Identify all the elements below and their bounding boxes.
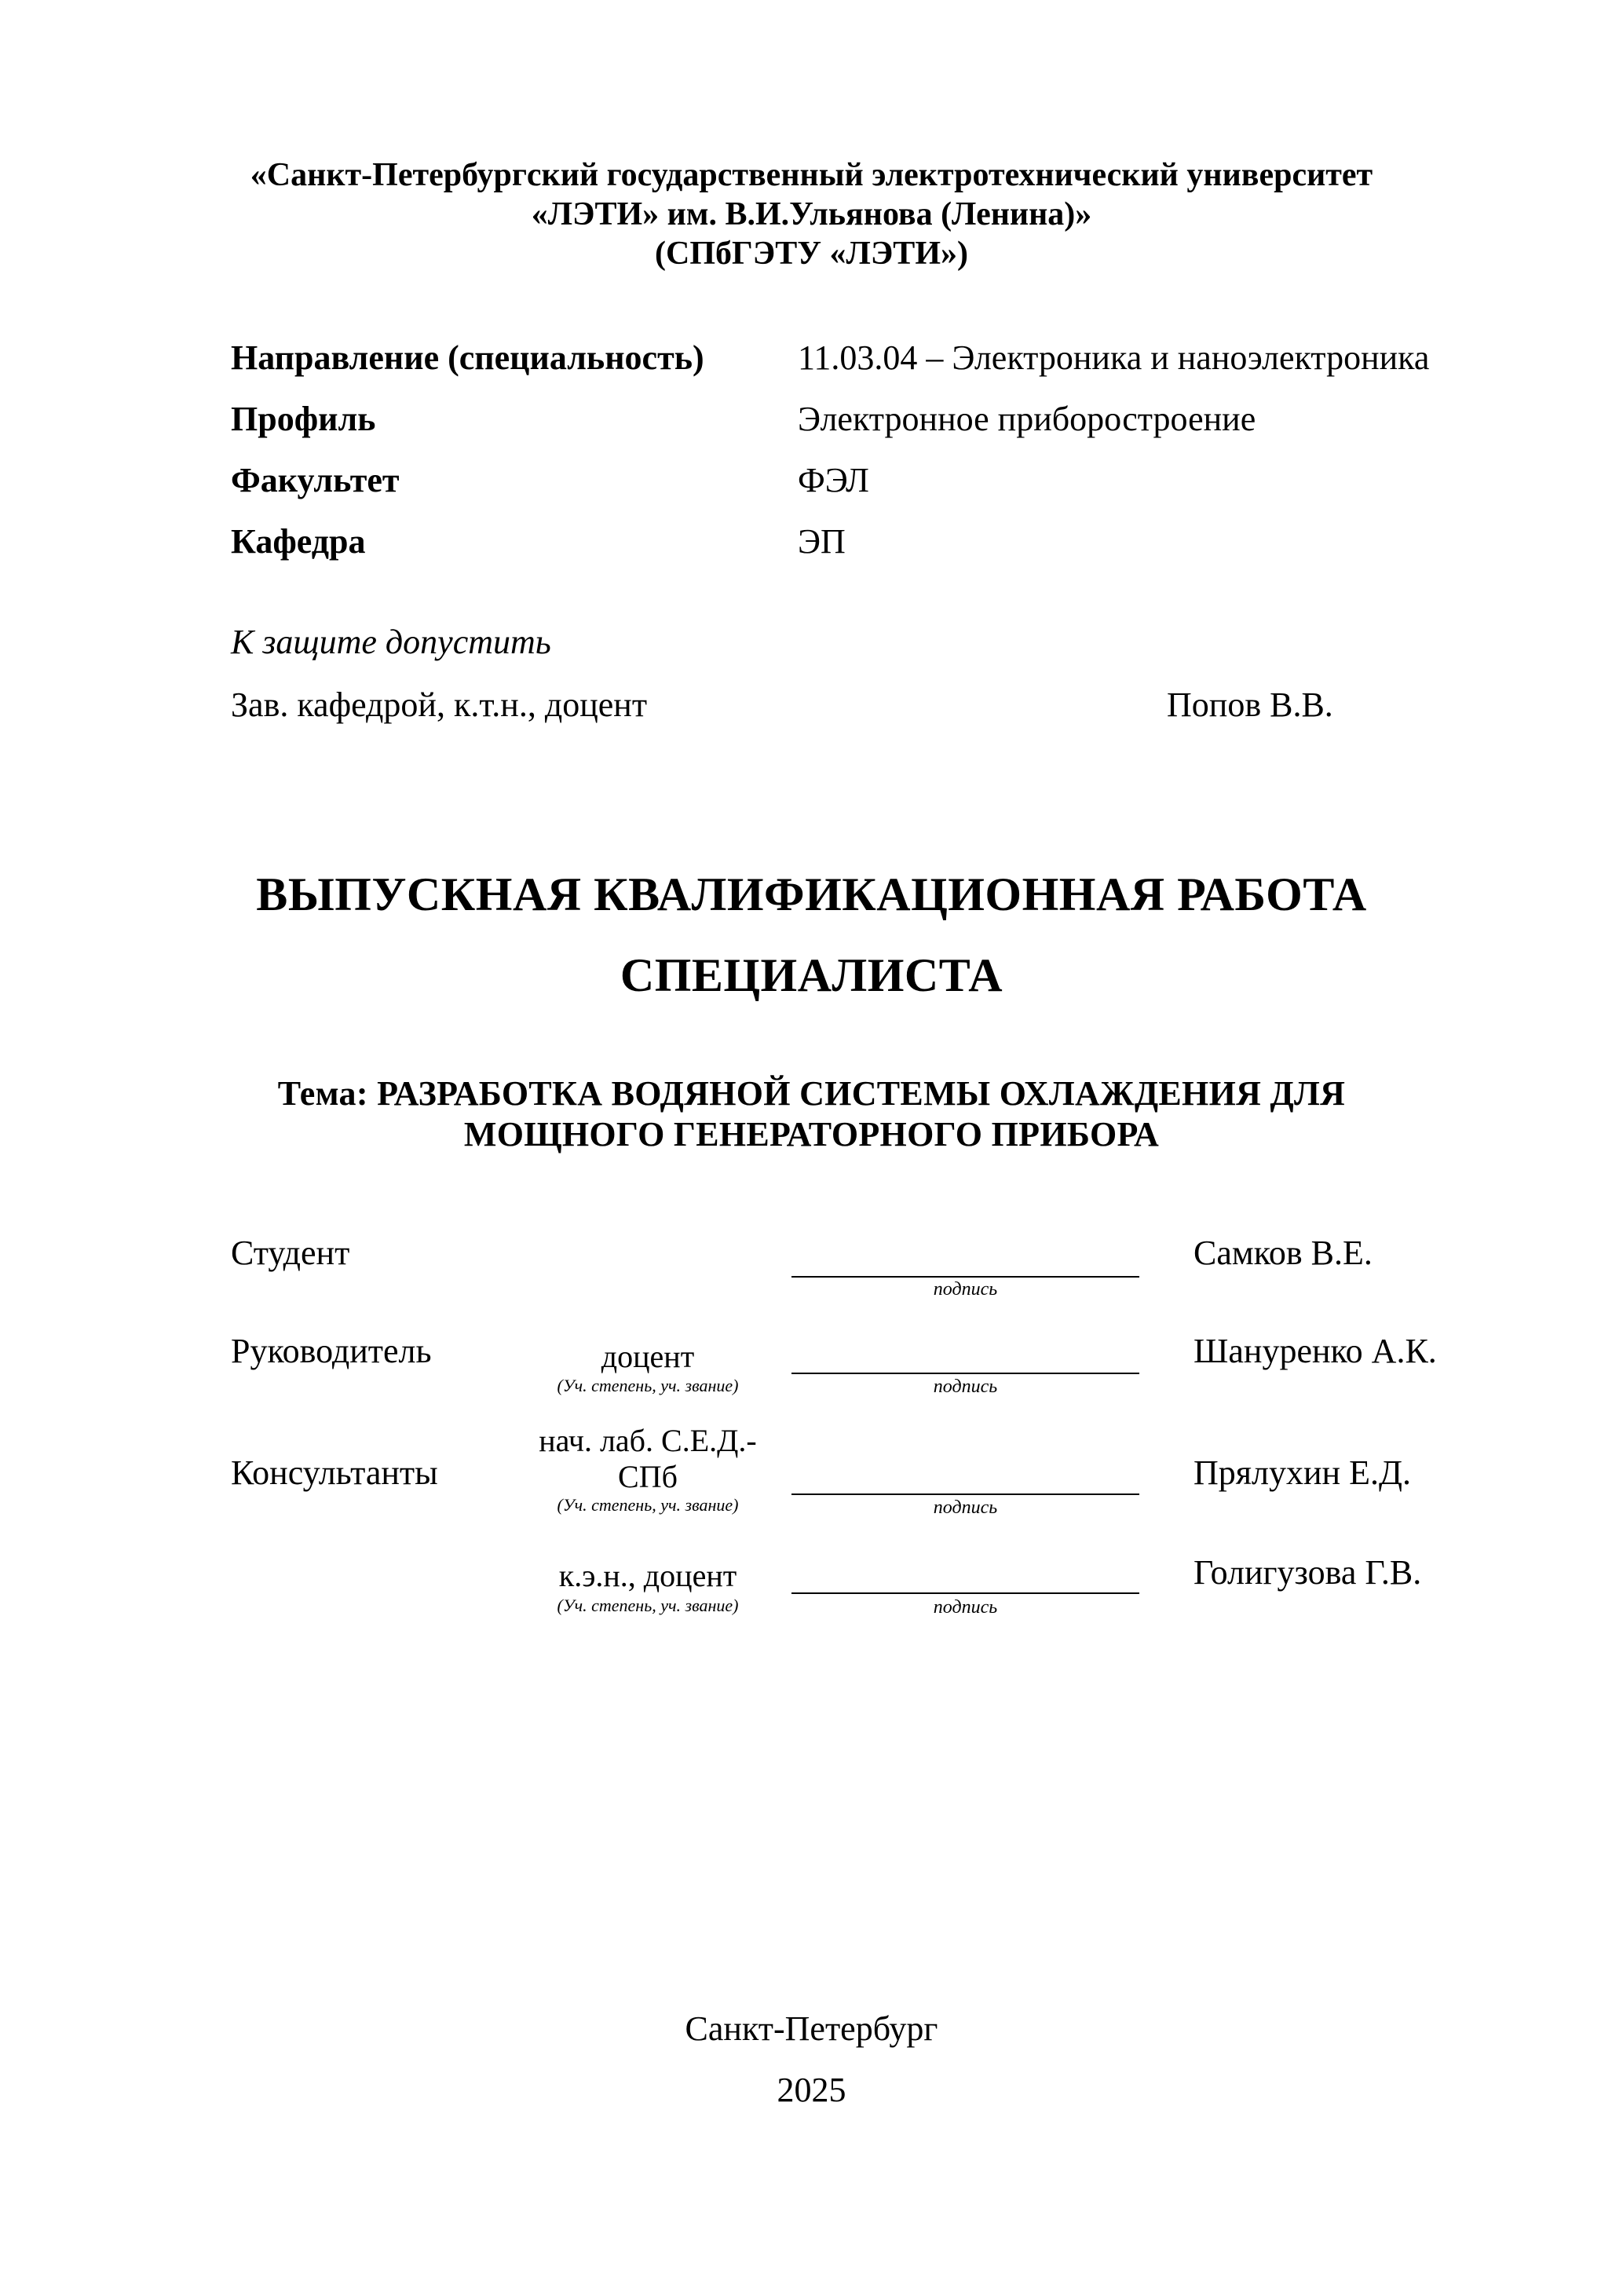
consultant-1-signature-line [791, 1493, 1139, 1495]
supervisor-role: Руководитель [231, 1332, 432, 1370]
approval-heading: К защите допустить [231, 623, 551, 661]
direction-label: Направление (специальность) [231, 338, 704, 377]
department-value: ЭП [798, 522, 846, 561]
consultant-2-degree: к.э.н., доцент [558, 1558, 737, 1593]
consultant-1-degree-line-2: СПб [618, 1459, 678, 1494]
supervisor-degree-caption: (Уч. степень, уч. звание) [557, 1376, 739, 1395]
supervisor-degree: доцент [601, 1339, 695, 1374]
consultant-1-name: Прялухин Е.Д. [1193, 1453, 1411, 1492]
faculty-value: ФЭЛ [798, 461, 869, 499]
faculty-label: Факультет [231, 461, 400, 499]
profile-label: Профиль [231, 400, 376, 438]
approval-position: Зав. кафедрой, к.т.н., доцент [231, 686, 648, 724]
work-type-title-line-2: СПЕЦИАЛИСТА [620, 949, 1003, 1001]
footer-year: 2025 [777, 2071, 846, 2109]
department-label: Кафедра [231, 522, 366, 561]
consultant-2-signature-line [791, 1592, 1139, 1594]
university-abbreviation: (СПбГЭТУ «ЛЭТИ») [655, 236, 968, 272]
consultant-2-name: Голигузова Г.В. [1193, 1553, 1422, 1592]
consultant-1-degree-line-1: нач. лаб. С.Е.Д.- [539, 1423, 757, 1458]
consultant-2-degree-caption: (Уч. степень, уч. звание) [557, 1596, 739, 1615]
consultant-2-signature-caption: подпись [933, 1597, 998, 1618]
student-role: Студент [231, 1234, 350, 1272]
consultants-label: Консультанты [231, 1453, 438, 1492]
student-name: Самков В.Е. [1193, 1234, 1373, 1272]
direction-value: 11.03.04 – Электроника и наноэлектроника [798, 338, 1430, 377]
topic-line-2: МОЩНОГО ГЕНЕРАТОРНОГО ПРИБОРА [463, 1115, 1160, 1153]
consultant-1-signature-caption: подпись [933, 1497, 998, 1518]
topic-line-1: Тема: РАЗРАБОТКА ВОДЯНОЙ СИСТЕМЫ ОХЛАЖДЕНИЯ ДЛЯ [277, 1074, 1346, 1113]
approval-name: Попов В.В. [1167, 686, 1333, 724]
university-name-line-1: «Санкт-Петербургский государственный электротехнический университет [250, 157, 1373, 193]
footer-city: Санкт-Петербург [685, 2009, 938, 2048]
student-signature-line [791, 1276, 1139, 1278]
supervisor-signature-caption: подпись [933, 1377, 998, 1397]
supervisor-signature-line [791, 1373, 1139, 1374]
supervisor-name: Шануренко А.К. [1193, 1332, 1437, 1370]
university-name-line-2: «ЛЭТИ» им. В.И.Ульянова (Ленина)» [531, 196, 1092, 232]
student-signature-caption: подпись [933, 1279, 998, 1300]
profile-value: Электронное приборостроение [798, 400, 1256, 438]
work-type-title-line-1: ВЫПУСКНАЯ КВАЛИФИКАЦИОННАЯ РАБОТА [256, 868, 1367, 920]
consultant-1-degree-caption: (Уч. степень, уч. звание) [557, 1495, 739, 1515]
